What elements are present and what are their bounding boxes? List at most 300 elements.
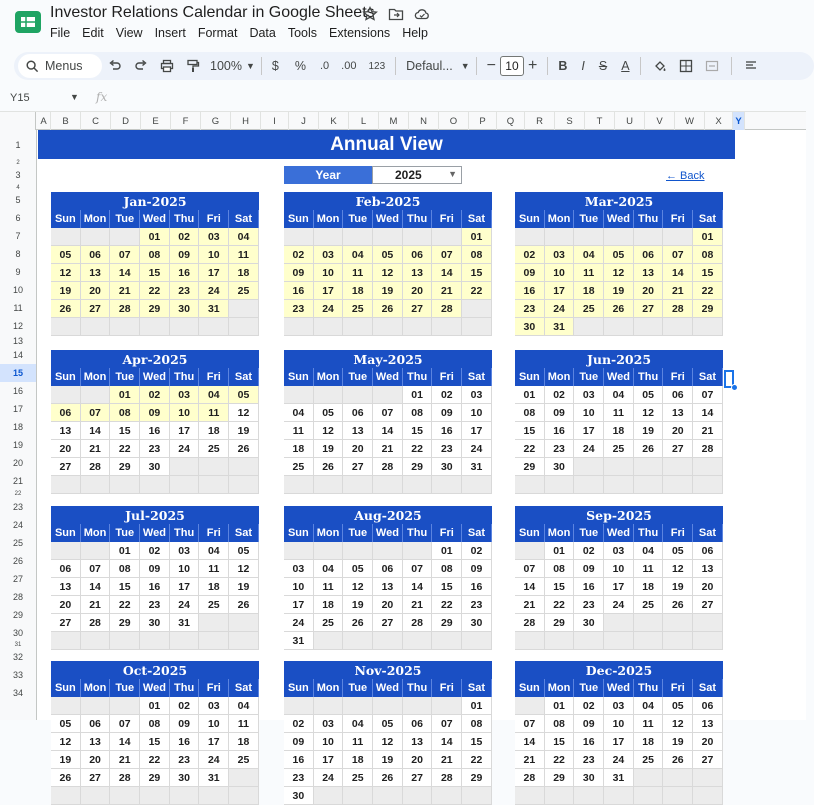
day-cell[interactable]: 03 [199,697,229,715]
day-cell[interactable]: 01 [403,386,433,404]
day-cell[interactable]: 26 [373,769,403,787]
empty-day-cell[interactable] [693,769,723,787]
empty-day-cell[interactable] [373,476,403,494]
empty-day-cell[interactable] [574,476,604,494]
day-cell[interactable]: 12 [604,264,634,282]
day-cell[interactable]: 04 [199,542,229,560]
day-cell[interactable]: 31 [170,614,200,632]
day-cell[interactable]: 02 [284,715,314,733]
empty-day-cell[interactable] [140,632,170,650]
empty-day-cell[interactable] [51,228,81,246]
row-header-23[interactable]: 23 [12,502,23,512]
day-cell[interactable]: 13 [81,733,111,751]
day-cell[interactable]: 22 [110,596,140,614]
day-cell[interactable]: 09 [140,560,170,578]
day-cell[interactable]: 12 [51,264,81,282]
redo-icon[interactable] [130,55,152,77]
day-cell[interactable]: 03 [170,542,200,560]
day-cell[interactable]: 23 [462,596,492,614]
day-cell[interactable]: 06 [693,697,723,715]
day-cell[interactable]: 30 [432,458,462,476]
column-header-d[interactable]: D [111,112,141,130]
empty-day-cell[interactable] [515,476,545,494]
day-cell[interactable]: 20 [403,751,433,769]
day-cell[interactable]: 06 [81,715,111,733]
empty-day-cell[interactable] [343,542,373,560]
day-cell[interactable]: 22 [462,282,492,300]
day-cell[interactable]: 20 [343,440,373,458]
day-cell[interactable]: 18 [343,282,373,300]
empty-day-cell[interactable] [462,787,492,805]
day-cell[interactable]: 03 [284,560,314,578]
day-cell[interactable]: 18 [229,264,259,282]
column-header-g[interactable]: G [201,112,231,130]
day-cell[interactable]: 11 [314,578,344,596]
row-header-10[interactable]: 10 [12,285,23,295]
day-cell[interactable]: 23 [284,300,314,318]
day-cell[interactable]: 02 [574,542,604,560]
day-cell[interactable]: 24 [314,300,344,318]
empty-day-cell[interactable] [403,697,433,715]
row-header-14[interactable]: 14 [12,350,23,360]
italic-icon[interactable]: I [581,59,585,73]
day-cell[interactable]: 20 [81,282,111,300]
day-cell[interactable]: 02 [462,542,492,560]
day-cell[interactable]: 03 [574,386,604,404]
day-cell[interactable]: 22 [545,751,575,769]
empty-day-cell[interactable] [110,787,140,805]
row-header-5[interactable]: 5 [15,195,21,205]
column-header-b[interactable]: B [51,112,81,130]
day-cell[interactable]: 19 [373,751,403,769]
day-cell[interactable]: 29 [110,458,140,476]
day-cell[interactable]: 20 [51,440,81,458]
day-cell[interactable]: 24 [574,440,604,458]
day-cell[interactable]: 13 [343,422,373,440]
empty-day-cell[interactable] [693,458,723,476]
column-header-y[interactable]: Y [733,112,745,130]
cloud-status-icon[interactable] [414,6,430,22]
empty-day-cell[interactable] [314,787,344,805]
day-cell[interactable]: 17 [574,422,604,440]
empty-day-cell[interactable] [229,476,259,494]
day-cell[interactable]: 22 [403,440,433,458]
empty-day-cell[interactable] [373,787,403,805]
empty-day-cell[interactable] [51,386,81,404]
day-cell[interactable]: 01 [545,697,575,715]
day-cell[interactable]: 17 [199,264,229,282]
menu-format[interactable]: Format [197,26,238,40]
day-cell[interactable]: 29 [693,300,723,318]
empty-day-cell[interactable] [51,318,81,336]
day-cell[interactable]: 21 [81,440,111,458]
empty-day-cell[interactable] [634,458,664,476]
empty-day-cell[interactable] [170,787,200,805]
empty-day-cell[interactable] [343,476,373,494]
day-cell[interactable]: 21 [403,596,433,614]
percent-format-button[interactable]: % [294,59,306,73]
empty-day-cell[interactable] [229,458,259,476]
day-cell[interactable]: 26 [604,300,634,318]
day-cell[interactable]: 24 [604,751,634,769]
day-cell[interactable]: 01 [110,386,140,404]
day-cell[interactable]: 06 [663,386,693,404]
day-cell[interactable]: 24 [199,282,229,300]
empty-day-cell[interactable] [373,318,403,336]
day-cell[interactable]: 15 [462,264,492,282]
column-header-f[interactable]: F [171,112,201,130]
day-cell[interactable]: 05 [373,715,403,733]
menu-file[interactable]: File [50,26,71,40]
day-cell[interactable]: 26 [51,769,81,787]
day-cell[interactable]: 08 [110,404,140,422]
empty-day-cell[interactable] [343,228,373,246]
day-cell[interactable]: 26 [343,614,373,632]
day-cell[interactable]: 01 [462,228,492,246]
day-cell[interactable]: 15 [432,578,462,596]
day-cell[interactable]: 12 [314,422,344,440]
year-dropdown[interactable] [372,166,462,184]
day-cell[interactable]: 08 [140,246,170,264]
empty-day-cell[interactable] [229,300,259,318]
row-header-11[interactable]: 11 [13,303,23,313]
day-cell[interactable]: 29 [545,769,575,787]
empty-day-cell[interactable] [170,318,200,336]
day-cell[interactable]: 16 [284,282,314,300]
empty-day-cell[interactable] [634,228,664,246]
day-cell[interactable]: 28 [81,458,111,476]
day-cell[interactable]: 25 [229,751,259,769]
empty-day-cell[interactable] [343,697,373,715]
day-cell[interactable]: 11 [343,264,373,282]
strikethrough-icon[interactable]: S [598,59,608,73]
day-cell[interactable]: 14 [403,578,433,596]
day-cell[interactable]: 07 [110,246,140,264]
empty-day-cell[interactable] [574,787,604,805]
row-header-30[interactable]: 30 [12,628,23,638]
menu-extensions[interactable]: Extensions [329,26,391,40]
empty-day-cell[interactable] [693,476,723,494]
day-cell[interactable]: 21 [515,751,545,769]
empty-day-cell[interactable] [373,632,403,650]
fill-color-icon[interactable] [649,55,671,77]
row-header-34[interactable]: 34 [12,688,23,698]
day-cell[interactable]: 28 [81,614,111,632]
menu-insert[interactable]: Insert [154,26,186,40]
chevron-down-icon[interactable]: ▼ [70,92,79,102]
day-cell[interactable]: 28 [693,440,723,458]
day-cell[interactable]: 29 [462,769,492,787]
day-cell[interactable]: 04 [343,246,373,264]
day-cell[interactable]: 23 [515,300,545,318]
empty-day-cell[interactable] [604,318,634,336]
empty-day-cell[interactable] [51,542,81,560]
day-cell[interactable]: 22 [693,282,723,300]
day-cell[interactable]: 07 [663,246,693,264]
day-cell[interactable]: 19 [51,751,81,769]
day-cell[interactable]: 05 [229,386,259,404]
column-header-w[interactable]: W [675,112,705,130]
day-cell[interactable]: 12 [373,733,403,751]
day-cell[interactable]: 30 [170,769,200,787]
empty-day-cell[interactable] [110,476,140,494]
day-cell[interactable]: 05 [229,542,259,560]
day-cell[interactable]: 28 [432,769,462,787]
empty-day-cell[interactable] [515,228,545,246]
day-cell[interactable]: 08 [545,715,575,733]
day-cell[interactable]: 13 [403,733,433,751]
day-cell[interactable]: 05 [343,560,373,578]
day-cell[interactable]: 22 [110,440,140,458]
row-header-29[interactable]: 29 [12,610,23,620]
day-cell[interactable]: 30 [140,458,170,476]
undo-icon[interactable] [104,55,126,77]
empty-day-cell[interactable] [343,787,373,805]
day-cell[interactable]: 19 [634,422,664,440]
empty-day-cell[interactable] [462,476,492,494]
day-cell[interactable]: 31 [604,769,634,787]
day-cell[interactable]: 19 [663,578,693,596]
day-cell[interactable]: 19 [373,282,403,300]
day-cell[interactable]: 29 [403,458,433,476]
day-cell[interactable]: 16 [170,264,200,282]
empty-day-cell[interactable] [140,476,170,494]
empty-day-cell[interactable] [604,614,634,632]
day-cell[interactable]: 21 [373,440,403,458]
day-cell[interactable]: 15 [110,422,140,440]
day-cell[interactable]: 04 [284,404,314,422]
day-cell[interactable]: 10 [199,246,229,264]
day-cell[interactable]: 23 [432,440,462,458]
day-cell[interactable]: 31 [462,458,492,476]
day-cell[interactable]: 23 [574,751,604,769]
day-cell[interactable]: 20 [693,733,723,751]
day-cell[interactable]: 21 [663,282,693,300]
empty-day-cell[interactable] [432,632,462,650]
empty-day-cell[interactable] [110,632,140,650]
empty-day-cell[interactable] [373,697,403,715]
empty-day-cell[interactable] [81,228,111,246]
row-header-24[interactable]: 24 [12,520,23,530]
empty-day-cell[interactable] [663,769,693,787]
empty-day-cell[interactable] [574,632,604,650]
day-cell[interactable]: 28 [515,769,545,787]
empty-day-cell[interactable] [199,318,229,336]
day-cell[interactable]: 06 [634,246,664,264]
row-header-2[interactable]: 2 [16,159,20,166]
font-size-input[interactable]: 10 [500,56,524,76]
sheets-logo-icon[interactable] [14,10,42,34]
decrease-decimal-button[interactable]: .0 [319,60,330,72]
column-header-x[interactable]: X [705,112,733,130]
chevron-down-icon[interactable]: ▼ [460,61,470,71]
empty-day-cell[interactable] [604,458,634,476]
menu-edit[interactable]: Edit [82,26,104,40]
empty-day-cell[interactable] [545,476,575,494]
day-cell[interactable]: 15 [462,733,492,751]
day-cell[interactable]: 02 [284,246,314,264]
day-cell[interactable]: 13 [634,264,664,282]
empty-day-cell[interactable] [284,386,314,404]
day-cell[interactable]: 05 [314,404,344,422]
empty-day-cell[interactable] [663,787,693,805]
day-cell[interactable]: 27 [403,300,433,318]
empty-day-cell[interactable] [663,458,693,476]
day-cell[interactable]: 25 [314,614,344,632]
day-cell[interactable]: 27 [663,440,693,458]
empty-day-cell[interactable] [199,458,229,476]
empty-day-cell[interactable] [343,632,373,650]
day-cell[interactable]: 12 [663,560,693,578]
day-cell[interactable]: 03 [545,246,575,264]
empty-day-cell[interactable] [284,318,314,336]
day-cell[interactable]: 17 [545,282,575,300]
day-cell[interactable]: 17 [199,733,229,751]
row-header-7[interactable]: 7 [15,231,21,241]
day-cell[interactable]: 25 [199,596,229,614]
empty-day-cell[interactable] [284,697,314,715]
day-cell[interactable]: 09 [284,264,314,282]
day-cell[interactable]: 12 [373,264,403,282]
day-cell[interactable]: 27 [343,458,373,476]
day-cell[interactable]: 14 [515,578,545,596]
day-cell[interactable]: 02 [432,386,462,404]
day-cell[interactable]: 20 [663,422,693,440]
day-cell[interactable]: 29 [432,614,462,632]
day-cell[interactable]: 27 [403,769,433,787]
day-cell[interactable]: 27 [373,614,403,632]
empty-day-cell[interactable] [229,318,259,336]
menu-view[interactable]: View [115,26,143,40]
day-cell[interactable]: 25 [343,300,373,318]
day-cell[interactable]: 28 [663,300,693,318]
empty-day-cell[interactable] [515,787,545,805]
day-cell[interactable]: 03 [314,246,344,264]
empty-day-cell[interactable] [663,228,693,246]
day-cell[interactable]: 17 [314,751,344,769]
star-icon[interactable] [362,6,378,22]
day-cell[interactable]: 15 [110,578,140,596]
day-cell[interactable]: 04 [314,560,344,578]
day-cell[interactable]: 15 [693,264,723,282]
empty-day-cell[interactable] [432,697,462,715]
empty-day-cell[interactable] [343,318,373,336]
menu-help[interactable]: Help [402,26,428,40]
day-cell[interactable]: 29 [140,769,170,787]
empty-day-cell[interactable] [432,228,462,246]
day-cell[interactable]: 16 [140,578,170,596]
day-cell[interactable]: 22 [140,282,170,300]
empty-day-cell[interactable] [229,769,259,787]
day-cell[interactable]: 21 [515,596,545,614]
sheet-grid[interactable] [37,130,806,802]
day-cell[interactable]: 02 [140,386,170,404]
day-cell[interactable]: 07 [432,246,462,264]
day-cell[interactable]: 10 [314,264,344,282]
day-cell[interactable]: 16 [574,733,604,751]
day-cell[interactable]: 17 [604,733,634,751]
day-cell[interactable]: 24 [284,614,314,632]
day-cell[interactable]: 15 [515,422,545,440]
day-cell[interactable]: 28 [373,458,403,476]
empty-day-cell[interactable] [284,228,314,246]
day-cell[interactable]: 01 [693,228,723,246]
empty-day-cell[interactable] [574,318,604,336]
day-cell[interactable]: 18 [199,422,229,440]
menu-tools[interactable]: Tools [287,26,318,40]
day-cell[interactable]: 12 [634,404,664,422]
row-header-8[interactable]: 8 [15,249,21,259]
font-select[interactable]: Defaul... [406,59,453,73]
day-cell[interactable]: 29 [545,614,575,632]
day-cell[interactable]: 27 [634,300,664,318]
day-cell[interactable]: 18 [343,751,373,769]
day-cell[interactable]: 30 [574,769,604,787]
empty-day-cell[interactable] [199,632,229,650]
day-cell[interactable]: 05 [51,246,81,264]
day-cell[interactable]: 26 [314,458,344,476]
day-cell[interactable]: 12 [51,733,81,751]
column-header-u[interactable]: U [615,112,645,130]
day-cell[interactable]: 10 [284,578,314,596]
paint-format-icon[interactable] [182,55,204,77]
empty-day-cell[interactable] [81,318,111,336]
align-icon[interactable] [740,55,762,77]
day-cell[interactable]: 14 [81,422,111,440]
empty-day-cell[interactable] [314,228,344,246]
day-cell[interactable]: 03 [314,715,344,733]
empty-day-cell[interactable] [51,697,81,715]
day-cell[interactable]: 30 [462,614,492,632]
row-header-25[interactable]: 25 [12,538,23,548]
day-cell[interactable]: 18 [199,578,229,596]
empty-day-cell[interactable] [663,318,693,336]
day-cell[interactable]: 13 [51,578,81,596]
day-cell[interactable]: 16 [140,422,170,440]
day-cell[interactable]: 21 [110,282,140,300]
day-cell[interactable]: 14 [110,733,140,751]
empty-day-cell[interactable] [51,787,81,805]
empty-day-cell[interactable] [81,697,111,715]
empty-day-cell[interactable] [693,614,723,632]
row-header-6[interactable]: 6 [15,213,21,223]
day-cell[interactable]: 25 [604,440,634,458]
day-cell[interactable]: 20 [51,596,81,614]
day-cell[interactable]: 04 [229,697,259,715]
chevron-down-icon[interactable]: ▼ [448,169,457,179]
empty-day-cell[interactable] [403,318,433,336]
day-cell[interactable]: 27 [51,614,81,632]
day-cell[interactable]: 24 [462,440,492,458]
day-cell[interactable]: 15 [545,578,575,596]
empty-day-cell[interactable] [545,632,575,650]
day-cell[interactable]: 03 [604,542,634,560]
day-cell[interactable]: 14 [693,404,723,422]
day-cell[interactable]: 31 [545,318,575,336]
day-cell[interactable]: 17 [604,578,634,596]
day-cell[interactable]: 25 [343,769,373,787]
day-cell[interactable]: 23 [140,440,170,458]
empty-day-cell[interactable] [343,386,373,404]
day-cell[interactable]: 17 [462,422,492,440]
row-header-26[interactable]: 26 [12,556,23,566]
day-cell[interactable]: 21 [81,596,111,614]
day-cell[interactable]: 06 [403,246,433,264]
empty-day-cell[interactable] [462,300,492,318]
day-cell[interactable]: 16 [515,282,545,300]
day-cell[interactable]: 26 [634,440,664,458]
day-cell[interactable]: 30 [545,458,575,476]
